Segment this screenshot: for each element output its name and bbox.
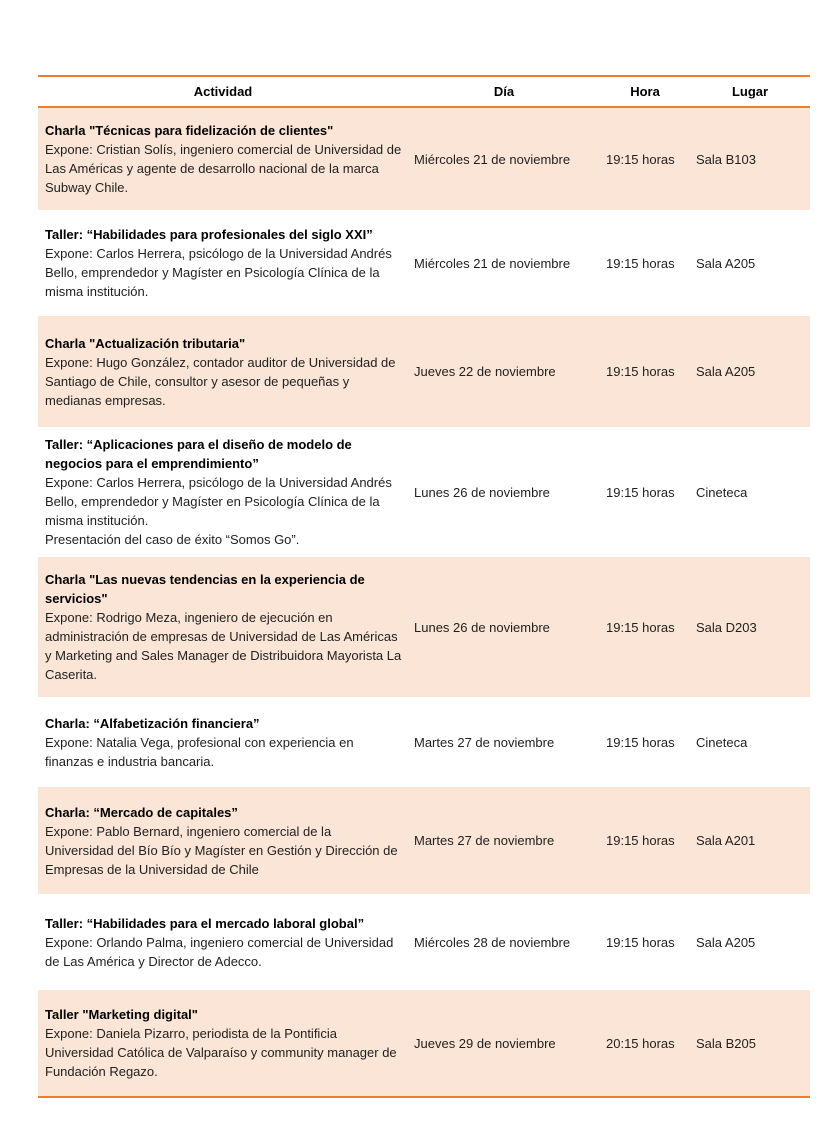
activity-cell [38, 787, 408, 894]
day-cell: Miércoles 21 de noviembre [414, 255, 571, 271]
room-cell: Sala A201 [696, 833, 756, 848]
activity-title: Charla "Técnicas para fidelización de clientes" [45, 123, 334, 138]
room-cell: Sala A205 [696, 364, 756, 379]
time-cell: 19:15 horas [606, 364, 675, 379]
room-cell: Sala A205 [696, 934, 756, 950]
activity-description: Expone: Hugo González, contador auditor de Universidad de Santiago de Chile, consultor y asesor de pequeñas y medianas empresas. [45, 354, 396, 408]
activity-description: Expone: Carlos Herrera, psicólogo de la Universidad Andrés Bello, emprendedor y Magíster en Psicología Clínica de la misma institución. [45, 475, 392, 528]
activity-title: Charla: “Mercado de capitales” [45, 804, 238, 820]
table-row [38, 107, 810, 210]
activity-description: Expone: Orlando Palma, ingeniero comercial de Universidad de Las América y Director de Adecco. [45, 934, 394, 969]
room-cell: Cineteca [696, 734, 748, 750]
table-row [38, 210, 810, 316]
column-header-hora: Hora [600, 76, 690, 107]
room-cell: Sala A205 [696, 255, 756, 271]
day-cell: Jueves 22 de noviembre [414, 364, 556, 379]
activity-title: Taller: “Habilidades para el mercado laboral global” [45, 915, 365, 931]
activity-title: Charla "Las nuevas tendencias en la experiencia de servicios" [45, 572, 365, 606]
activity-title: Taller: “Aplicaciones para el diseño de modelo de negocios para el emprendimiento” [45, 437, 352, 471]
room-cell: Cineteca [696, 484, 748, 500]
activity-extra-note: Presentación del caso de éxito “Somos Go”. [45, 532, 300, 547]
activities-schedule-table [38, 75, 810, 1098]
activity-cell [38, 557, 408, 697]
table-row [38, 316, 810, 427]
activity-description: Expone: Cristian Solís, ingeniero comercial de Universidad de Las Américas y agente de desarrollo nacional de la marca Subway Chile. [45, 142, 402, 195]
time-cell: 19:15 horas [606, 255, 675, 271]
time-cell: 20:15 horas [600, 990, 690, 1097]
activity-cell [38, 894, 408, 990]
time-cell: 19:15 horas [606, 934, 675, 950]
day-cell: Martes 27 de noviembre [414, 833, 555, 848]
time-cell: 19:15 horas [606, 151, 675, 167]
day-cell: Lunes 26 de noviembre [414, 484, 550, 500]
activity-description: Expone: Daniela Pizarro, periodista de la Pontificia Universidad Católica de Valparaíso y community manager de Fundación Regazo. [45, 1026, 397, 1079]
table-row [38, 894, 810, 990]
column-header-lugar: Lugar [690, 76, 810, 107]
day-cell: Lunes 26 de noviembre [414, 619, 550, 635]
day-cell: Martes 27 de noviembre [414, 734, 555, 750]
table-header-row [38, 76, 810, 107]
time-cell: 19:15 horas [606, 619, 675, 635]
room-cell: Sala B205 [690, 990, 810, 1097]
activity-description: Expone: Carlos Herrera, psicólogo de la Universidad Andrés Bello, emprendedor y Magíster en Psicología Clínica de la misma institución. [45, 246, 392, 299]
table-row [38, 990, 810, 1097]
column-header-actividad: Actividad [38, 76, 408, 107]
activity-description: Expone: Natalia Vega, profesional con experiencia en finanzas e industria bancaria. [45, 734, 354, 769]
activity-cell [38, 316, 408, 427]
room-cell: Sala B103 [696, 151, 756, 167]
activity-cell [38, 990, 408, 1097]
table-row [38, 787, 810, 894]
table-row [38, 427, 810, 557]
day-cell: Jueves 29 de noviembre [408, 990, 600, 1097]
table-row [38, 697, 810, 787]
activity-description: Expone: Rodrigo Meza, ingeniero de ejecución en administración de empresas de Universidad de Las Américas y Marketing and Sales Manager de Distribuidora Mayorista La Caserita. [45, 610, 402, 682]
activity-cell [38, 210, 408, 316]
time-cell: 19:15 horas [606, 833, 675, 848]
time-cell: 19:15 horas [606, 734, 675, 750]
table-row [38, 557, 810, 697]
activity-cell [38, 107, 408, 210]
activity-title: Charla "Actualización tributaria" [45, 335, 246, 351]
activity-description: Expone: Pablo Bernard, ingeniero comercial de la Universidad del Bío Bío y Magíster en Gestión y Dirección de Empresas de la Universidad de Chile [45, 823, 398, 877]
activity-title: Charla: “Alfabetización financiera” [45, 715, 260, 731]
activity-cell [38, 427, 408, 557]
activity-title: Taller: “Habilidades para profesionales del siglo XXI” [45, 227, 373, 242]
day-cell: Miércoles 21 de noviembre [414, 151, 571, 167]
activity-cell [38, 697, 408, 787]
column-header-dia: Día [408, 76, 600, 107]
activity-title: Taller "Marketing digital" [45, 1007, 198, 1022]
room-cell: Sala D203 [696, 619, 757, 635]
day-cell: Miércoles 28 de noviembre [414, 934, 571, 950]
time-cell: 19:15 horas [606, 484, 675, 500]
